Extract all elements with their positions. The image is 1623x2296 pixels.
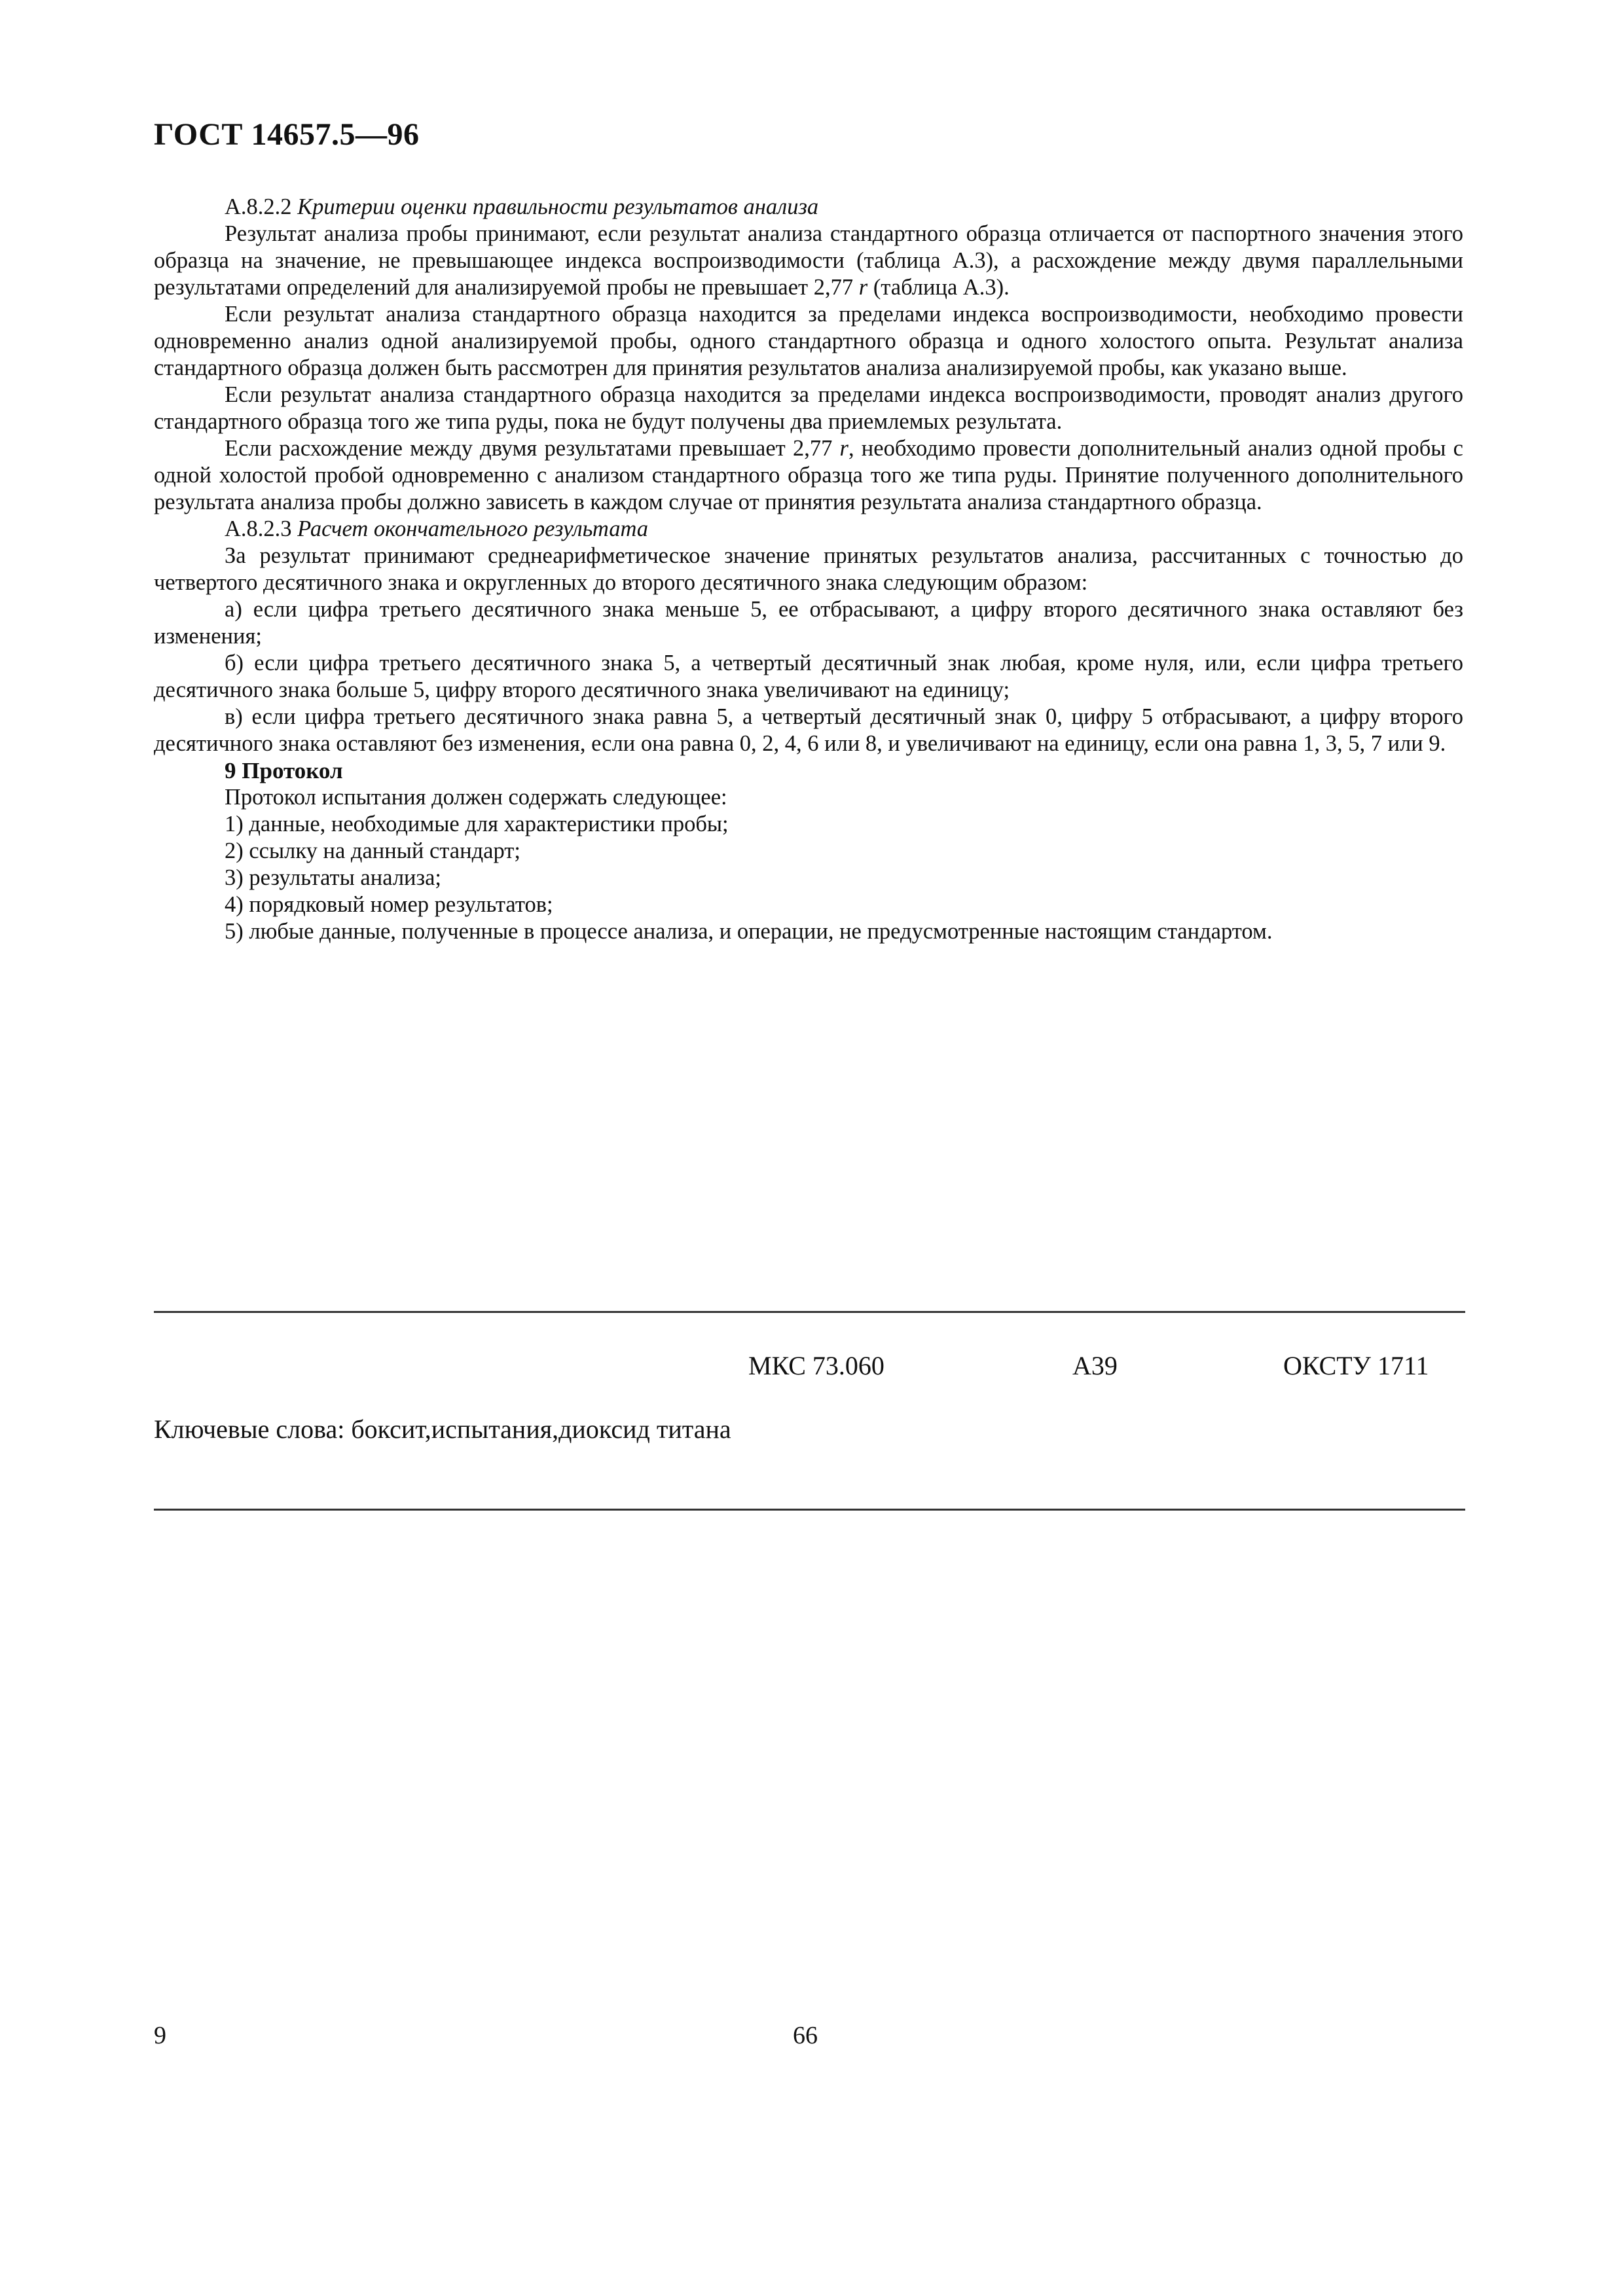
subsection-heading-a823 bbox=[154, 516, 1463, 543]
subsection-number: А.8.2.3 bbox=[225, 516, 292, 541]
list-item: 1) данные, необходимые для характеристики пробы; bbox=[225, 812, 729, 836]
keywords-line: Ключевые слова: боксит,испытания,диоксид титана bbox=[154, 1414, 731, 1444]
list-item: 5) любые данные, полученные в процессе анализа, и операции, не предусмотренные настоящим стандартом. bbox=[225, 919, 1273, 944]
list-item: 4) порядковый номер результатов; bbox=[225, 892, 553, 917]
classifier-code: А39 bbox=[1072, 1351, 1118, 1380]
footer-sheet-number: 9 bbox=[154, 2022, 166, 2049]
paragraph: Результат анализа пробы принимают, если результат анализа стандартного образца отличается от паспортного значения этого образца на значение, не превышающее индекса воспроизводимости (таблица А.3), а расхождение между двумя параллельными результатами определений для анализируемой пробы не превышает 2,77 r (таблица А.3). bbox=[154, 221, 1463, 300]
divider-line bbox=[154, 1311, 1465, 1313]
subsection-heading-a822 bbox=[154, 194, 1463, 221]
paragraph: Протокол испытания должен содержать следующее: bbox=[225, 785, 727, 810]
list-item: 3) результаты анализа; bbox=[225, 865, 442, 890]
paragraph: Если расхождение между двумя результатами превышает 2,77 r, необходимо провести дополнительный анализ одной пробы с одной холостой пробой одновременно с анализом стандартного образца того же типа руды. Принятие полученного дополнительного результата анализа пробы должно зависеть в каждом случае от принятия результата анализа стандартного образца. bbox=[154, 436, 1463, 514]
subsection-number: А.8.2.2 bbox=[225, 194, 292, 219]
paragraph: За результат принимают среднеарифметическое значение принятых результатов анализа, рассчитанных с точностью до четвертого десятичного знака и округленных до второго десятичного знака следующим образом: bbox=[154, 543, 1463, 595]
paragraph: Если результат анализа стандартного образца находится за пределами индекса воспроизводимости, проводят анализ другого стандартного образца того же типа руды, пока не будут получены два приемлемых результата. bbox=[154, 382, 1463, 434]
mks-code: МКС 73.060 bbox=[748, 1351, 884, 1380]
list-item: б) если цифра третьего десятичного знака 5, а четвертый десятичный знак любая, кроме нуля, или, если цифра третьего десятичного знака больше 5, цифру второго десятичного знака увеличивают на единицу; bbox=[154, 651, 1463, 702]
subsection-title: Критерии оценки правильности результатов анализа bbox=[297, 194, 819, 219]
document-header: ГОСТ 14657.5—96 bbox=[154, 117, 420, 152]
document-body bbox=[154, 194, 1463, 945]
list-item: 2) ссылку на данный стандарт; bbox=[225, 838, 520, 863]
list-item: в) если цифра третьего десятичного знака равна 5, а четвертый десятичный знак 0, цифру 5 отбрасывают, а цифру второго десятичного знака оставляют без изменения, если она равна 0, 2, 4, 6 или 8, и увеличивают на единицу, если она равна 1, 3, 5, 7 или 9. bbox=[154, 704, 1463, 756]
section-heading-protocol: 9 Протокол bbox=[225, 758, 343, 783]
divider-line bbox=[154, 1509, 1465, 1511]
okstu-code: ОКСТУ 1711 bbox=[1283, 1351, 1429, 1380]
paragraph: Если результат анализа стандартного образца находится за пределами индекса воспроизводимости, необходимо провести одновременно анализ одной анализируемой пробы, одного стандартного образца и одного холостого опыта. Результат анализа стандартного образца должен быть рассмотрен для принятия результатов анализа анализируемой пробы, как указано выше. bbox=[154, 302, 1463, 380]
subsection-title: Расчет окончательного результата bbox=[297, 516, 649, 541]
page-number: 66 bbox=[793, 2022, 818, 2049]
list-item: а) если цифра третьего десятичного знака меньше 5, ее отбрасывают, а цифру второго десятичного знака оставляют без изменения; bbox=[154, 597, 1463, 649]
